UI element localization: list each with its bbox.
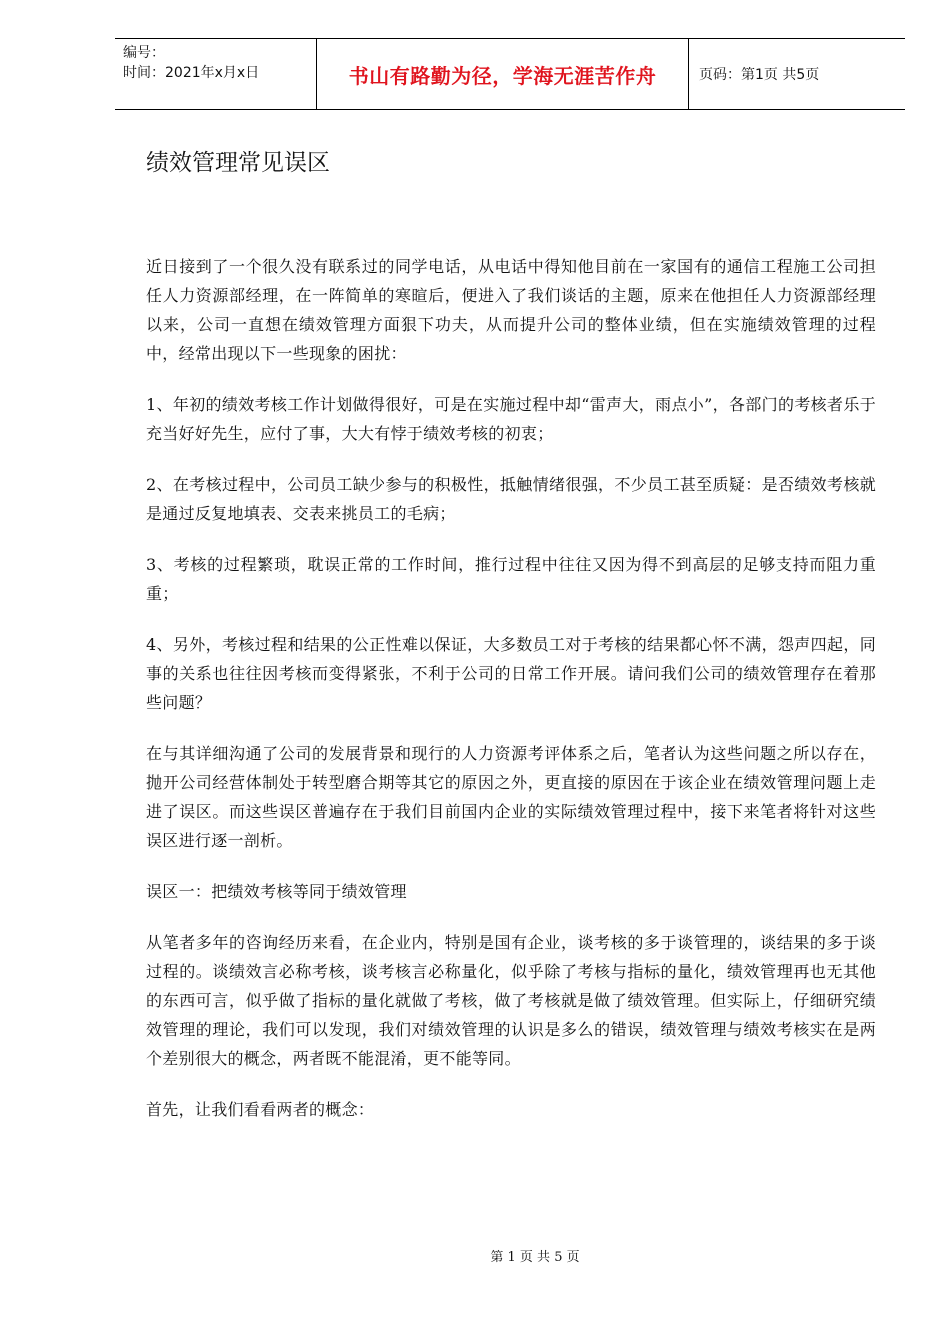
header-meta bbox=[115, 39, 317, 109]
document-title: 绩效管理常见误区 bbox=[146, 150, 330, 176]
paragraph: 3、考核的过程繁琐，耽误正常的工作时间，推行过程中往往又因为得不到高层的足够支持而阻力重重； bbox=[146, 555, 876, 603]
page-header bbox=[115, 38, 905, 110]
page-footer: 第 1 页 共 5 页 bbox=[490, 1250, 580, 1265]
header-page-info-cell bbox=[689, 39, 905, 109]
document-body bbox=[146, 252, 876, 1146]
paragraph: 首先，让我们看看两者的概念： bbox=[146, 1100, 375, 1119]
paragraph: 2、在考核过程中，公司员工缺少参与的积极性，抵触情绪很强，不少员工甚至质疑：是否绩效考核就是通过反复地填表、交表来挑员工的毛病； bbox=[146, 475, 876, 523]
paragraph: 1、年初的绩效考核工作计划做得很好，可是在实施过程中却“雷声大，雨点小”，各部门的考核者乐于充当好好先生，应付了事，大大有悖于绩效考核的初衷； bbox=[146, 395, 876, 443]
page-info-text: 页码：第1页 共5页 bbox=[699, 67, 820, 83]
paragraph: 4、另外，考核过程和结果的公正性难以保证，大多数员工对于考核的结果都心怀不满，怨声四起，同事的关系也往往因考核而变得紧张，不利于公司的日常工作开展。请问我们公司的绩效管理存在着那些问题？ bbox=[146, 635, 876, 712]
section-heading: 误区一：把绩效考核等同于绩效管理 bbox=[146, 882, 407, 901]
motto-text: 书山有路勤为径，学海无涯苦作舟 bbox=[348, 63, 657, 88]
paragraph: 在与其详细沟通了公司的发展背景和现行的人力资源考评体系之后，笔者认为这些问题之所以存在，抛开公司经营体制处于转型磨合期等其它的原因之外，更直接的原因在于该企业在绩效管理问题上走进了误区。而这些误区普遍存在于我们目前国内企业的实际绩效管理过程中，接下来笔者将针对这些误区进行逐一剖析。 bbox=[146, 744, 876, 850]
paragraph: 从笔者多年的咨询经历来看，在企业内，特别是国有企业，谈考核的多于谈管理的，谈结果的多于谈过程的。谈绩效言必称考核，谈考核言必称量化，似乎除了考核与指标的量化，绩效管理再也无其他的东西可言，似乎做了指标的量化就做了考核，做了考核就是做了绩效管理。但实际上，仔细研究绩效管理的理论，我们可以发现，我们对绩效管理的认识是多么的错误，绩效管理与绩效考核实在是两个差别很大的概念，两者既不能混淆，更不能等同。 bbox=[146, 933, 876, 1068]
header-motto-cell bbox=[317, 39, 689, 109]
paragraph: 近日接到了一个很久没有联系过的同学电话，从电话中得知他目前在一家国有的通信工程施工公司担任人力资源部经理，在一阵简单的寒暄后，便进入了我们谈话的主题，原来在他担任人力资源部经理以来，公司一直想在绩效管理方面狠下功夫，从而提升公司的整体业绩，但在实施绩效管理的过程中，经常出现以下一些现象的困扰： bbox=[146, 257, 876, 363]
document-number-label: 编号： bbox=[123, 45, 165, 61]
document-time-label: 时间：2021年x月x日 bbox=[123, 65, 260, 81]
